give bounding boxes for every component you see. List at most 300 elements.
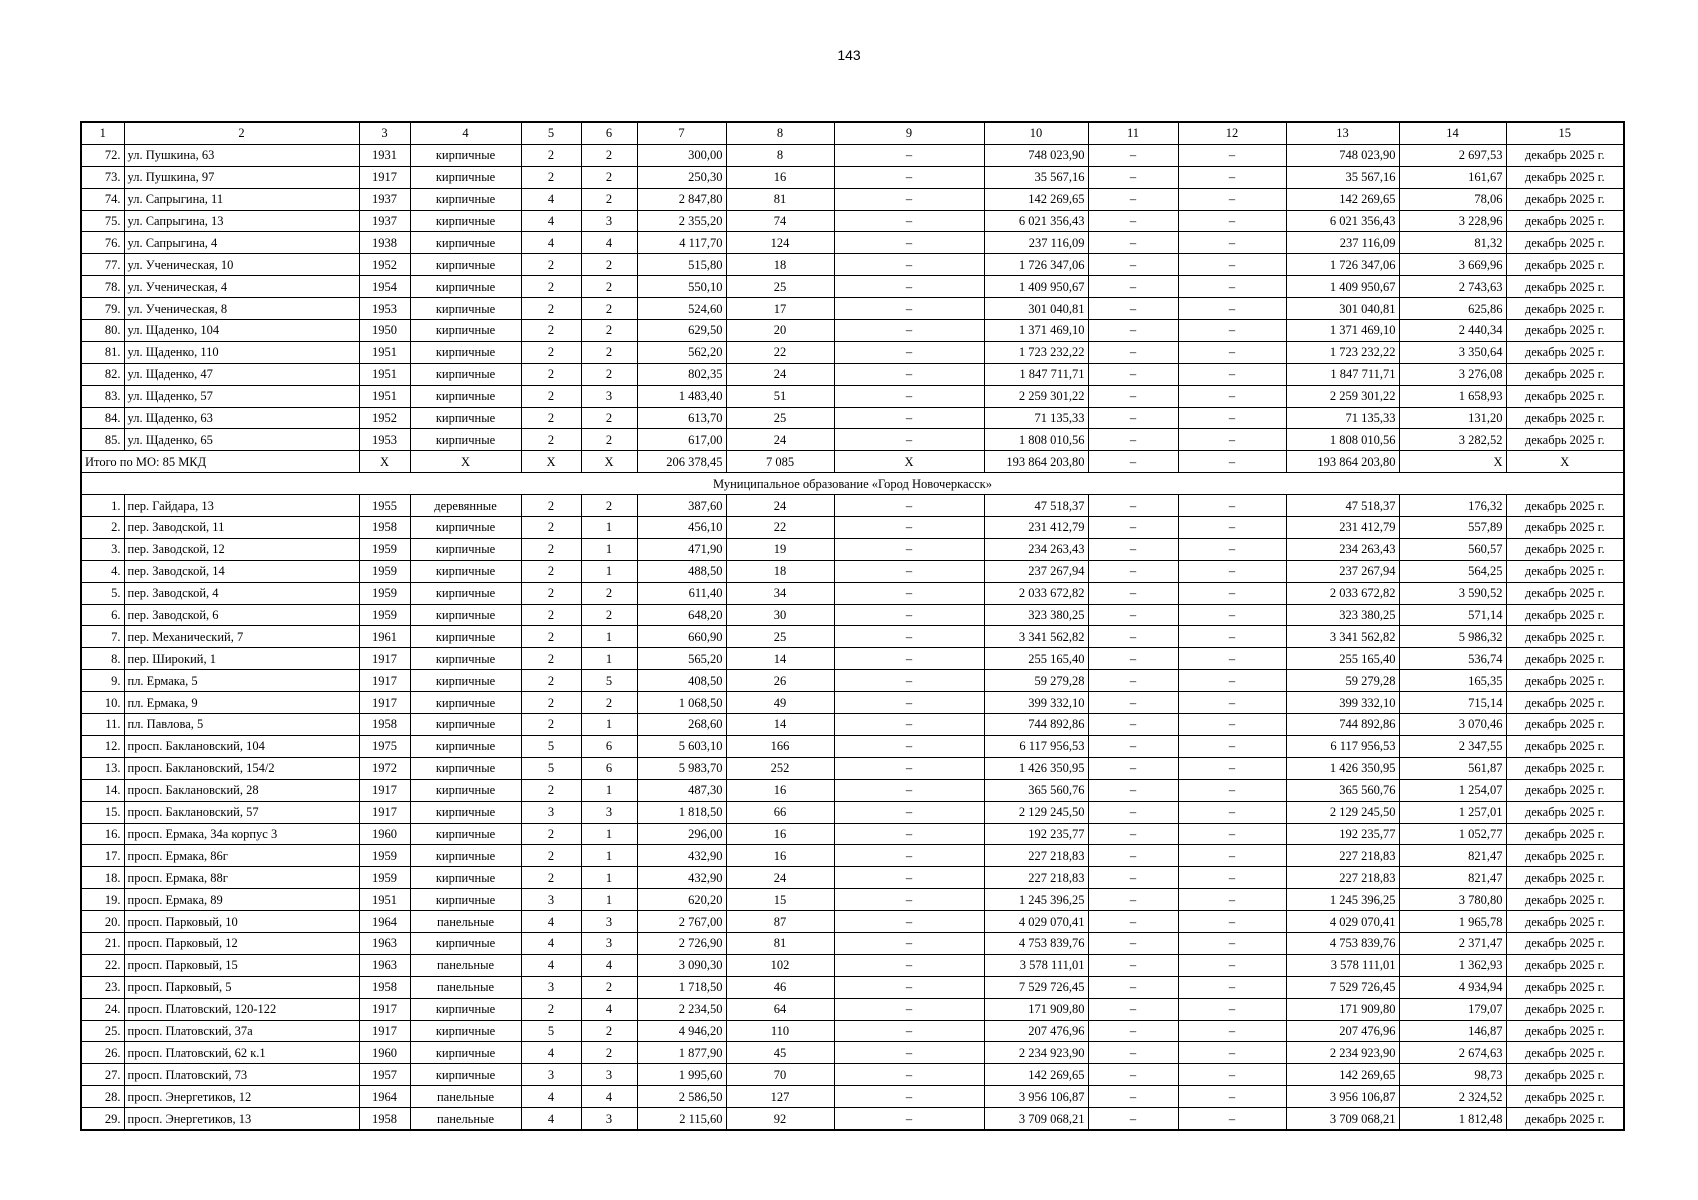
address-cell: пер. Заводской, 6: [124, 604, 359, 626]
table-cell: –: [1088, 341, 1178, 363]
column-number-cell: 12: [1178, 122, 1286, 144]
table-cell: 1: [581, 845, 637, 867]
address-cell: пер. Заводской, 14: [124, 560, 359, 582]
table-cell: –: [1178, 954, 1286, 976]
table-cell: 561,87: [1399, 757, 1506, 779]
table-cell: 2 033 672,82: [1286, 582, 1399, 604]
table-cell: 1 254,07: [1399, 779, 1506, 801]
table-cell: 6 021 356,43: [984, 210, 1088, 232]
table-cell: 2: [581, 166, 637, 188]
total-cell: –: [1178, 451, 1286, 473]
table-cell: декабрь 2025 г.: [1506, 735, 1624, 757]
table-cell: 5: [581, 670, 637, 692]
table-cell: –: [834, 1108, 984, 1130]
table-cell: 613,70: [637, 407, 726, 429]
row-index-cell: 14.: [81, 779, 124, 801]
table-cell: –: [1178, 385, 1286, 407]
table-cell: декабрь 2025 г.: [1506, 210, 1624, 232]
table-cell: 301 040,81: [1286, 298, 1399, 320]
table-row: [81, 298, 1624, 320]
table-cell: 2: [521, 823, 581, 845]
address-cell: просп. Баклановский, 28: [124, 779, 359, 801]
table-cell: 3: [581, 801, 637, 823]
table-cell: декабрь 2025 г.: [1506, 1086, 1624, 1108]
table-cell: декабрь 2025 г.: [1506, 144, 1624, 166]
table-row: [81, 232, 1624, 254]
table-cell: –: [1178, 429, 1286, 451]
row-index-cell: 20.: [81, 911, 124, 933]
table-body: [81, 122, 1624, 1130]
table-cell: 1958: [359, 714, 410, 736]
row-index-cell: 29.: [81, 1108, 124, 1130]
table-cell: –: [1178, 867, 1286, 889]
table-cell: 179,07: [1399, 998, 1506, 1020]
column-number-cell: 14: [1399, 122, 1506, 144]
table-cell: кирпичные: [410, 298, 521, 320]
address-cell: пер. Заводской, 4: [124, 582, 359, 604]
table-cell: 2 767,00: [637, 911, 726, 933]
table-cell: 1917: [359, 801, 410, 823]
table-cell: 1 726 347,06: [1286, 254, 1399, 276]
table-cell: декабрь 2025 г.: [1506, 254, 1624, 276]
table-cell: –: [1088, 1064, 1178, 1086]
table-cell: 4: [521, 1042, 581, 1064]
table-cell: 617,00: [637, 429, 726, 451]
table-cell: 456,10: [637, 517, 726, 539]
table-cell: –: [1178, 845, 1286, 867]
table-cell: декабрь 2025 г.: [1506, 801, 1624, 823]
table-cell: 802,35: [637, 363, 726, 385]
table-cell: 17: [726, 298, 834, 320]
table-cell: 2: [521, 517, 581, 539]
table-cell: –: [834, 276, 984, 298]
table-cell: –: [834, 1020, 984, 1042]
table-cell: 744 892,86: [1286, 714, 1399, 736]
table-cell: 6 117 956,53: [1286, 735, 1399, 757]
table-cell: –: [1178, 407, 1286, 429]
table-cell: –: [834, 407, 984, 429]
address-cell: ул. Щаденко, 65: [124, 429, 359, 451]
table-row: [81, 735, 1624, 757]
table-cell: 227 218,83: [1286, 867, 1399, 889]
table-cell: 14: [726, 648, 834, 670]
table-cell: –: [1088, 188, 1178, 210]
table-cell: кирпичные: [410, 648, 521, 670]
table-cell: 1959: [359, 845, 410, 867]
table-cell: –: [834, 692, 984, 714]
table-cell: 46: [726, 976, 834, 998]
table-cell: кирпичные: [410, 210, 521, 232]
table-cell: 1 812,48: [1399, 1108, 1506, 1130]
table-cell: 2: [521, 692, 581, 714]
table-cell: 1: [581, 779, 637, 801]
table-cell: –: [1178, 210, 1286, 232]
table-cell: 488,50: [637, 560, 726, 582]
table-cell: 629,50: [637, 320, 726, 342]
table-cell: кирпичные: [410, 560, 521, 582]
table-cell: –: [1088, 998, 1178, 1020]
table-cell: декабрь 2025 г.: [1506, 385, 1624, 407]
table-cell: 250,30: [637, 166, 726, 188]
table-cell: кирпичные: [410, 801, 521, 823]
table-cell: –: [1178, 188, 1286, 210]
table-cell: 1 371 469,10: [984, 320, 1088, 342]
address-cell: просп. Ермака, 88г: [124, 867, 359, 889]
table-cell: 25: [726, 407, 834, 429]
table-cell: –: [1088, 429, 1178, 451]
column-number-cell: 4: [410, 122, 521, 144]
table-cell: 471,90: [637, 538, 726, 560]
table-cell: 515,80: [637, 254, 726, 276]
table-cell: –: [1088, 538, 1178, 560]
table-cell: 6: [581, 757, 637, 779]
table-cell: 3 709 068,21: [984, 1108, 1088, 1130]
table-cell: 161,67: [1399, 166, 1506, 188]
table-cell: 3 578 111,01: [984, 954, 1088, 976]
total-cell: –: [1088, 451, 1178, 473]
table-cell: 1917: [359, 648, 410, 670]
table-cell: 1: [581, 538, 637, 560]
table-cell: 231 412,79: [984, 517, 1088, 539]
table-cell: деревянные: [410, 495, 521, 517]
table-cell: декабрь 2025 г.: [1506, 932, 1624, 954]
table-cell: –: [1088, 845, 1178, 867]
table-cell: кирпичные: [410, 538, 521, 560]
table-cell: –: [1178, 254, 1286, 276]
table-cell: 1 409 950,67: [984, 276, 1088, 298]
table-cell: –: [1178, 670, 1286, 692]
table-cell: 432,90: [637, 845, 726, 867]
table-cell: 2: [581, 341, 637, 363]
table-cell: 4 117,70: [637, 232, 726, 254]
column-number-cell: 13: [1286, 122, 1399, 144]
table-cell: –: [1178, 757, 1286, 779]
table-cell: 71 135,33: [984, 407, 1088, 429]
address-cell: пл. Павлова, 5: [124, 714, 359, 736]
address-cell: просп. Платовский, 62 к.1: [124, 1042, 359, 1064]
address-cell: просп. Платовский, 37а: [124, 1020, 359, 1042]
table-cell: –: [1088, 692, 1178, 714]
table-cell: 3: [581, 210, 637, 232]
table-cell: 2: [581, 320, 637, 342]
table-cell: кирпичные: [410, 823, 521, 845]
table-cell: –: [834, 320, 984, 342]
table-cell: 2 726,90: [637, 932, 726, 954]
table-cell: 1937: [359, 210, 410, 232]
table-cell: 16: [726, 823, 834, 845]
row-index-cell: 24.: [81, 998, 124, 1020]
table-cell: 102: [726, 954, 834, 976]
table-cell: 5: [521, 757, 581, 779]
row-index-cell: 72.: [81, 144, 124, 166]
table-cell: 1 245 396,25: [984, 889, 1088, 911]
table-cell: 1 426 350,95: [984, 757, 1088, 779]
table-cell: 1959: [359, 560, 410, 582]
table-row: [81, 757, 1624, 779]
table-cell: 2: [581, 363, 637, 385]
table-cell: 1959: [359, 582, 410, 604]
table-cell: –: [834, 429, 984, 451]
row-index-cell: 81.: [81, 341, 124, 363]
table-cell: 171 909,80: [1286, 998, 1399, 1020]
total-cell: X: [834, 451, 984, 473]
table-cell: 1961: [359, 626, 410, 648]
table-cell: –: [1088, 889, 1178, 911]
table-cell: –: [1178, 1108, 1286, 1130]
table-cell: декабрь 2025 г.: [1506, 954, 1624, 976]
address-cell: ул. Ученическая, 10: [124, 254, 359, 276]
row-index-cell: 9.: [81, 670, 124, 692]
table-cell: –: [1088, 1086, 1178, 1108]
table-row: [81, 1108, 1624, 1130]
table-cell: 1959: [359, 867, 410, 889]
table-cell: 4: [521, 210, 581, 232]
column-number-cell: 1: [81, 122, 124, 144]
table-cell: кирпичные: [410, 517, 521, 539]
table-cell: –: [1178, 823, 1286, 845]
table-cell: кирпичные: [410, 692, 521, 714]
address-cell: просп. Энергетиков, 13: [124, 1108, 359, 1130]
table-cell: 98,73: [1399, 1064, 1506, 1086]
table-cell: 2: [521, 538, 581, 560]
table-cell: 26: [726, 670, 834, 692]
table-cell: 2: [521, 779, 581, 801]
table-cell: 207 476,96: [1286, 1020, 1399, 1042]
row-index-cell: 77.: [81, 254, 124, 276]
table-cell: 6: [581, 735, 637, 757]
table-row: [81, 407, 1624, 429]
table-cell: 124: [726, 232, 834, 254]
address-cell: ул. Ученическая, 8: [124, 298, 359, 320]
row-index-cell: 11.: [81, 714, 124, 736]
table-cell: 821,47: [1399, 845, 1506, 867]
column-number-cell: 9: [834, 122, 984, 144]
table-cell: 1 726 347,06: [984, 254, 1088, 276]
total-label: Итого по МО: 85 МКД: [81, 451, 359, 473]
table-cell: 2: [581, 582, 637, 604]
table-cell: 2: [581, 254, 637, 276]
table-cell: 142 269,65: [1286, 1064, 1399, 1086]
table-cell: –: [834, 714, 984, 736]
row-index-cell: 26.: [81, 1042, 124, 1064]
table-cell: декабрь 2025 г.: [1506, 692, 1624, 714]
table-cell: –: [1088, 757, 1178, 779]
table-cell: 3 590,52: [1399, 582, 1506, 604]
address-cell: ул. Пушкина, 63: [124, 144, 359, 166]
table-cell: декабрь 2025 г.: [1506, 495, 1624, 517]
table-cell: 81: [726, 188, 834, 210]
table-cell: 3: [521, 801, 581, 823]
table-cell: 66: [726, 801, 834, 823]
table-cell: –: [834, 582, 984, 604]
address-cell: пер. Широкий, 1: [124, 648, 359, 670]
table-cell: 2: [581, 407, 637, 429]
table-cell: 2: [521, 604, 581, 626]
table-cell: панельные: [410, 1108, 521, 1130]
table-cell: 2: [521, 560, 581, 582]
table-cell: 237 116,09: [1286, 232, 1399, 254]
table-row: [81, 626, 1624, 648]
table-cell: 234 263,43: [1286, 538, 1399, 560]
table-cell: кирпичные: [410, 1042, 521, 1064]
row-index-cell: 84.: [81, 407, 124, 429]
table-cell: –: [834, 604, 984, 626]
table-cell: 47 518,37: [984, 495, 1088, 517]
table-cell: 234 263,43: [984, 538, 1088, 560]
table-cell: –: [1088, 1020, 1178, 1042]
table-cell: 2 129 245,50: [1286, 801, 1399, 823]
table-cell: 1952: [359, 254, 410, 276]
section-title: Муниципальное образование «Город Новочеркасск»: [81, 473, 1624, 495]
table-cell: 536,74: [1399, 648, 1506, 670]
table-cell: 14: [726, 714, 834, 736]
table-cell: 2: [581, 495, 637, 517]
table-cell: –: [1088, 232, 1178, 254]
row-index-cell: 19.: [81, 889, 124, 911]
column-number-cell: 11: [1088, 122, 1178, 144]
table-cell: панельные: [410, 954, 521, 976]
row-index-cell: 74.: [81, 188, 124, 210]
table-cell: 1950: [359, 320, 410, 342]
table-row: [81, 517, 1624, 539]
table-cell: декабрь 2025 г.: [1506, 320, 1624, 342]
table-cell: –: [1178, 495, 1286, 517]
table-cell: 2 743,63: [1399, 276, 1506, 298]
table-cell: 59 279,28: [984, 670, 1088, 692]
table-cell: 300,00: [637, 144, 726, 166]
table-cell: –: [1088, 779, 1178, 801]
row-index-cell: 12.: [81, 735, 124, 757]
table-row: [81, 210, 1624, 232]
table-cell: 1958: [359, 517, 410, 539]
table-cell: 7 529 726,45: [1286, 976, 1399, 998]
row-index-cell: 5.: [81, 582, 124, 604]
table-cell: 7 529 726,45: [984, 976, 1088, 998]
table-cell: декабрь 2025 г.: [1506, 626, 1624, 648]
table-row: [81, 779, 1624, 801]
table-cell: –: [1178, 626, 1286, 648]
table-cell: 16: [726, 779, 834, 801]
table-cell: 268,60: [637, 714, 726, 736]
table-cell: 4: [521, 1108, 581, 1130]
table-cell: 5 986,32: [1399, 626, 1506, 648]
table-cell: 1931: [359, 144, 410, 166]
table-cell: –: [1178, 363, 1286, 385]
address-cell: просп. Баклановский, 57: [124, 801, 359, 823]
table-cell: 2 259 301,22: [984, 385, 1088, 407]
table-cell: декабрь 2025 г.: [1506, 648, 1624, 670]
column-number-cell: 5: [521, 122, 581, 144]
table-cell: 1963: [359, 954, 410, 976]
table-cell: 3 956 106,87: [1286, 1086, 1399, 1108]
row-index-cell: 79.: [81, 298, 124, 320]
table-cell: –: [1178, 298, 1286, 320]
table-cell: 3: [581, 385, 637, 407]
total-cell: X: [581, 451, 637, 473]
table-cell: 660,90: [637, 626, 726, 648]
table-cell: 387,60: [637, 495, 726, 517]
table-cell: 1 818,50: [637, 801, 726, 823]
table-cell: кирпичные: [410, 714, 521, 736]
table-cell: –: [1178, 276, 1286, 298]
table-cell: 110: [726, 1020, 834, 1042]
table-row: [81, 1042, 1624, 1064]
table-cell: –: [1088, 867, 1178, 889]
table-cell: –: [834, 911, 984, 933]
table-cell: 81: [726, 932, 834, 954]
table-cell: 365 560,76: [984, 779, 1088, 801]
table-cell: 4: [581, 232, 637, 254]
table-cell: декабрь 2025 г.: [1506, 166, 1624, 188]
table-cell: 1917: [359, 998, 410, 1020]
row-index-cell: 3.: [81, 538, 124, 560]
table-cell: –: [1178, 1086, 1286, 1108]
table-cell: 3 669,96: [1399, 254, 1506, 276]
address-cell: ул. Сапрыгина, 4: [124, 232, 359, 254]
table-cell: 146,87: [1399, 1020, 1506, 1042]
table-cell: 142 269,65: [1286, 188, 1399, 210]
table-cell: 1937: [359, 188, 410, 210]
table-cell: –: [834, 735, 984, 757]
row-index-cell: 25.: [81, 1020, 124, 1042]
table-cell: 323 380,25: [1286, 604, 1399, 626]
table-cell: кирпичные: [410, 670, 521, 692]
table-cell: 3 341 562,82: [984, 626, 1088, 648]
address-cell: пл. Ермака, 5: [124, 670, 359, 692]
table-cell: –: [834, 495, 984, 517]
table-cell: 1917: [359, 166, 410, 188]
table-cell: –: [834, 341, 984, 363]
table-cell: 2: [521, 670, 581, 692]
table-cell: 237 267,94: [1286, 560, 1399, 582]
table-cell: –: [834, 823, 984, 845]
address-cell: просп. Ермака, 89: [124, 889, 359, 911]
table-cell: 648,20: [637, 604, 726, 626]
table-cell: 45: [726, 1042, 834, 1064]
row-index-cell: 13.: [81, 757, 124, 779]
table-cell: кирпичные: [410, 232, 521, 254]
table-cell: 399 332,10: [984, 692, 1088, 714]
table-cell: 5: [521, 735, 581, 757]
table-cell: 611,40: [637, 582, 726, 604]
table-cell: 1951: [359, 889, 410, 911]
table-cell: –: [1178, 166, 1286, 188]
table-cell: 1975: [359, 735, 410, 757]
table-cell: 24: [726, 867, 834, 889]
table-row: [81, 714, 1624, 736]
row-index-cell: 82.: [81, 363, 124, 385]
table-cell: –: [1088, 407, 1178, 429]
table-row: [81, 538, 1624, 560]
table-cell: 2 129 245,50: [984, 801, 1088, 823]
table-cell: 131,20: [1399, 407, 1506, 429]
table-cell: 3: [581, 1064, 637, 1086]
table-cell: –: [1088, 166, 1178, 188]
table-cell: 432,90: [637, 867, 726, 889]
table-cell: 301 040,81: [984, 298, 1088, 320]
table-cell: 2 440,34: [1399, 320, 1506, 342]
table-cell: 8: [726, 144, 834, 166]
table-cell: 1 409 950,67: [1286, 276, 1399, 298]
table-cell: 3: [581, 932, 637, 954]
table-row: [81, 911, 1624, 933]
address-cell: пер. Гайдара, 13: [124, 495, 359, 517]
table-cell: –: [834, 385, 984, 407]
table-cell: 49: [726, 692, 834, 714]
table-cell: декабрь 2025 г.: [1506, 538, 1624, 560]
table-cell: кирпичные: [410, 604, 521, 626]
table-cell: 2: [521, 998, 581, 1020]
